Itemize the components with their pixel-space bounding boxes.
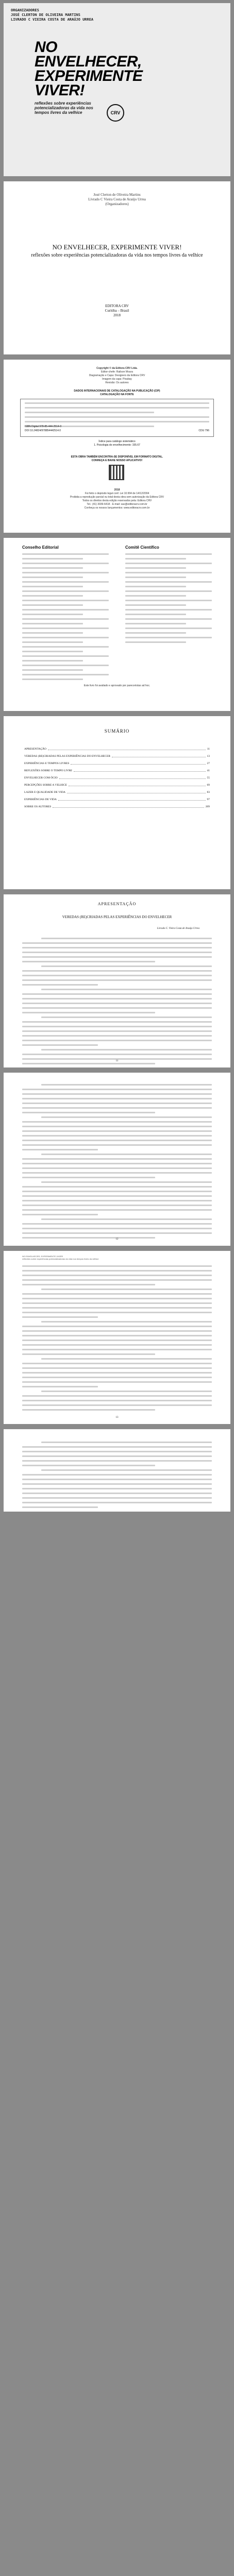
chapter-title: VEREDAS (RE)CRIADAS PELAS EXPERIÊNCIAS DO ENVELHECER (62, 915, 172, 919)
doi-label (25, 429, 61, 432)
publisher-logo (107, 104, 124, 122)
summary-list (24, 747, 210, 812)
summary-leader-dots (74, 771, 205, 772)
summary-entry-page: 11 (207, 748, 210, 751)
text-page (4, 1073, 230, 1246)
summary-entry[interactable] (24, 783, 210, 787)
summary-entry-page: 41 (207, 769, 210, 772)
summary-entry-page: 83 (207, 791, 210, 794)
footer-line: Tel.: (41) 3039-6418 - E-mail: sac@editoracrv.com.br (87, 503, 147, 506)
council-members (22, 553, 109, 683)
organizer-name: JOSÉ CLERTON DE OLIVEIRA MARTINS (11, 13, 80, 17)
summary-entry[interactable] (24, 776, 210, 780)
summary-entry-title: VEREDAS (RE)CRIADAS PELAS EXPERIÊNCIAS DO ENVELHECER (24, 755, 110, 758)
title-page-authors (4, 193, 230, 207)
summary-entry-page: 209 (205, 805, 210, 808)
cover-title (35, 40, 143, 98)
page-number: 12 (115, 1238, 119, 1241)
chapter-text (22, 938, 212, 1067)
summary-entry-page: 69 (207, 784, 210, 787)
running-header-title: NO ENVELHECER, EXPERIMENTE VIVER! (22, 1255, 63, 1258)
summary-leader-dots (53, 807, 204, 808)
summary-entry-title: REFLEXÕES SOBRE O TEMPO LIVRE (24, 769, 73, 772)
publisher-name: EDITORA CRV (105, 304, 129, 308)
summary-entry[interactable] (24, 754, 210, 758)
editorial-board-page (4, 538, 230, 711)
summary-entry-title: EXPERIÊNCIAS DE VIDA (24, 798, 57, 801)
text-page (4, 1429, 230, 1512)
cover-page (4, 3, 230, 176)
page-number: 13 (115, 1416, 119, 1419)
isbn-label (25, 425, 61, 428)
index-title: Índice para catálogo sistemático (98, 440, 136, 443)
council-title: Conselho Editorial (22, 545, 59, 550)
app-qr-code[interactable] (109, 465, 124, 480)
isbn-value: ISBN Digital 978-85-444-2514-0 (25, 425, 62, 428)
running-header (22, 1255, 212, 1260)
body-text (22, 1084, 212, 1242)
author-name: Lívrado C Vieira Costa de Araújo Urrea (88, 197, 146, 201)
summary-entry-title: ENVELHECER COM ÓCIO (24, 776, 58, 779)
organizers-note: (Organizadores) (105, 202, 129, 206)
title-page (4, 181, 230, 354)
footer-line: Todos os direitos desta edição reservados pela: Editora CRV (82, 499, 152, 502)
presentation-page (4, 894, 230, 1067)
publisher-place: Curitiba – Brasil (105, 309, 129, 313)
author-name: José Clerton de Oliveira Martins (93, 193, 141, 197)
summary-entry-title: PERCEPÇÕES SOBRE A VELHICE (24, 784, 67, 787)
summary-leader-dots (58, 800, 206, 801)
cover-organizers (11, 8, 93, 22)
catalog-index (4, 440, 230, 447)
digital-rights: ESTA OBRA TAMBÉM ENCONTRA-SE DISPONÍVEL EM FORMATO DIGITAL. (71, 455, 163, 459)
summary-entry-title: SOBRE OS AUTORES (24, 805, 52, 808)
summary-leader-dots (59, 778, 206, 779)
index-item: 1. Psicologia do envelhecimento: 155.67 (94, 444, 140, 447)
editor-credit: Editor-chefe: Railson Moura (101, 370, 133, 374)
committee-title: Comitê Científico (125, 545, 159, 550)
summary-entry-title: EXPERIÊNCIAS E TEMPOS LIVRES (24, 762, 70, 765)
summary-entry[interactable] (24, 747, 210, 751)
summary-page (4, 716, 230, 889)
summary-leader-dots (71, 764, 205, 765)
digital-app: CONHEÇA E BAIXE NOSSO APLICATIVO! (91, 459, 143, 462)
revision-credit: Revisão: Os autores (105, 381, 129, 384)
copyright-line: Copyright © da Editora CRV Ltda. (96, 367, 138, 370)
organizer-name: LIVRADO C VIEIRA COSTA DE ARAÚJO URREA (11, 18, 94, 22)
summary-entry-page: 97 (207, 798, 210, 801)
copyright-page (4, 360, 230, 533)
summary-entry[interactable] (24, 798, 210, 802)
organizers-label: ORGANIZADORES (11, 8, 39, 12)
chapter-author: Livrado C. Vieira Costa de Araújo Urrea (157, 927, 199, 930)
summary-entry[interactable] (24, 769, 210, 773)
summary-entry-title: APRESENTAÇÃO (24, 748, 46, 751)
publication-year: 2018 (113, 313, 121, 317)
summary-entry[interactable] (24, 761, 210, 766)
logo-text: CRV (110, 110, 121, 115)
committee-members (125, 553, 212, 646)
cip-record (20, 399, 214, 437)
title-page-imprint (4, 304, 230, 318)
summary-entry[interactable] (24, 805, 210, 809)
cip-heading (4, 389, 230, 397)
cdu-value: CDU 796 (198, 429, 209, 432)
footer-line: Conheça os nossos lançamentos: www.editoracrv.com.br (84, 506, 150, 510)
year: 2018 (114, 488, 120, 492)
copyright-credits (4, 367, 230, 385)
body-text (22, 1442, 212, 1511)
cover-title-line: NO (35, 39, 57, 56)
peer-review-note: Este livro foi avaliado e aprovado por pareceristas ad hoc. (83, 684, 151, 687)
page-number: 11 (115, 1060, 119, 1062)
cover-title-line: ENVELHECER, (35, 53, 142, 70)
footer-line: Foi feito o depósito legal conf. Lei 10.994 de 14/12/2004 (85, 492, 149, 495)
cip-title: DADOS INTERNACIONAIS DE CATALOGAÇÃO NA PUBLICAÇÃO (CIP) (74, 389, 160, 393)
design-credit: Diagramação e Capa: Designers da Editora CRV (89, 374, 145, 377)
summary-entry-page: 13 (207, 755, 210, 758)
title-page-title: NO ENVELHECER, EXPERIMENTE VIVER! (52, 243, 182, 251)
footer-line: Proibida a reprodução parcial ou total desta obra sem autorização da Editora CRV (70, 496, 164, 499)
summary-entry-page: 55 (207, 776, 210, 779)
legal-footer (4, 488, 230, 510)
digital-notice (4, 455, 230, 463)
summary-title: SUMÁRIO (104, 728, 130, 734)
running-header-subtitle: reflexões sobre experiências potencializadoras da vida nos tempos livres da velhice (22, 1258, 99, 1260)
text-page (4, 1251, 230, 1424)
summary-entry-page: 27 (207, 762, 210, 765)
body-text (22, 1265, 212, 1414)
image-credit: Imagem da capa: Pixabay (102, 378, 132, 381)
cover-title-line: VIVER! (35, 82, 85, 99)
cip-subtitle: CATALOGAÇÃO NA FONTE (100, 393, 134, 396)
cover-title-line: EXPERIMENTE (35, 67, 143, 84)
cover-subtitle: reflexões sobre experiências potencializadoras da vida nos tempos livres da velhice (35, 101, 93, 115)
summary-entry[interactable] (24, 790, 210, 794)
title-page-subtitle: reflexões sobre experiências potencializadoras da vida nos tempos livres da velhice (31, 252, 203, 258)
summary-entry-title: LAZER E QUALIDADE DE VIDA (24, 791, 65, 794)
doi-value: DOI 10.24824/978854442514.0 (25, 429, 61, 432)
cdu-label (198, 429, 209, 432)
presentation-heading: APRESENTAÇÃO (97, 902, 137, 906)
